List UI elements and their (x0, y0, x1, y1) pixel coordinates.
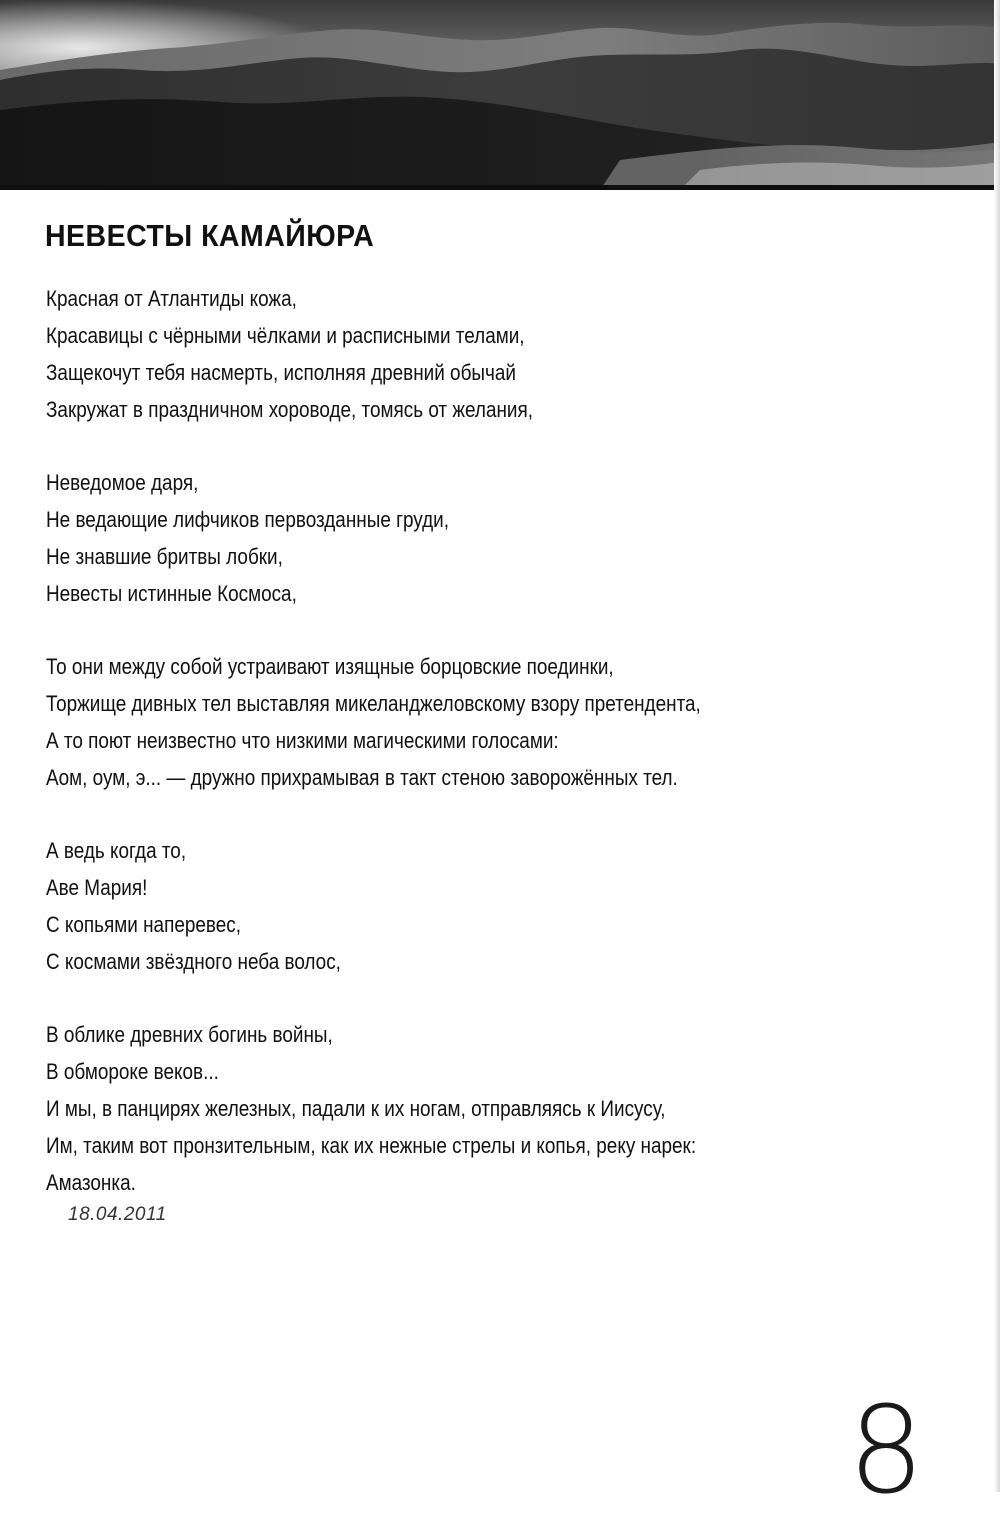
stanza-5 (46, 1016, 966, 1201)
poem-line: Красная от Атлантиды кожа, (46, 286, 297, 311)
poem-line: А ведь когда то, (46, 838, 187, 863)
poem-line: Торжище дивных тел выставляя микеланджеловскому взору претендента, (46, 691, 701, 716)
poem-line: А то поют неизвестно что низкими магическими голосами: (46, 728, 559, 753)
poem-line: Защекочут тебя насмерть, исполняя древний обычай (46, 360, 516, 385)
stanza-3 (46, 648, 966, 796)
poem-line: С копьями наперевес, (46, 912, 241, 937)
poem-line: То они между собой устраивают изящные борцовские поединки, (46, 654, 614, 679)
stanza-1 (46, 280, 966, 428)
stanza-4 (46, 832, 966, 980)
poem-line: Неведомое даря, (46, 470, 199, 495)
poem-line: Аом, оум, э... — дружно прихрамывая в такт стеною заворожённых тел. (46, 765, 678, 790)
page-edge-shadow (994, 0, 1000, 1492)
poem-line: В обмороке веков... (46, 1059, 219, 1084)
poem-line: Не знавшие бритвы лобки, (46, 544, 283, 569)
poem-date: 18.04.2011 (68, 1204, 167, 1225)
poem-line: С космами звёздного неба волос, (46, 949, 341, 974)
mountain-landscape-image (0, 0, 1000, 190)
mountain-landscape-photo (0, 0, 1000, 190)
poem-line: Амазонка. (46, 1170, 136, 1195)
poem-body (46, 280, 966, 1237)
poem-line: Не ведающие лифчиков первозданные груди, (46, 507, 450, 532)
poem-line: Закружат в праздничном хороводе, томясь от желания, (46, 397, 533, 422)
poem-line: В облике древних богинь войны, (46, 1022, 333, 1047)
poem-title: НЕВЕСТЫ КАМАЙЮРА (45, 218, 375, 253)
poem-line: Им, таким вот пронзительным, как их нежные стрелы и копья, реку нарек: (46, 1133, 697, 1158)
poem-line: Аве Мария! (46, 875, 148, 900)
page-number: 8 (848, 1382, 925, 1521)
poem-line: Невесты истинные Космоса, (46, 581, 297, 606)
stanza-2 (46, 464, 966, 612)
poem-line: И мы, в панцирях железных, падали к их ногам, отправляясь к Иисусу, (46, 1096, 666, 1121)
poem-line: Красавицы с чёрными чёлками и расписными телами, (46, 323, 525, 348)
